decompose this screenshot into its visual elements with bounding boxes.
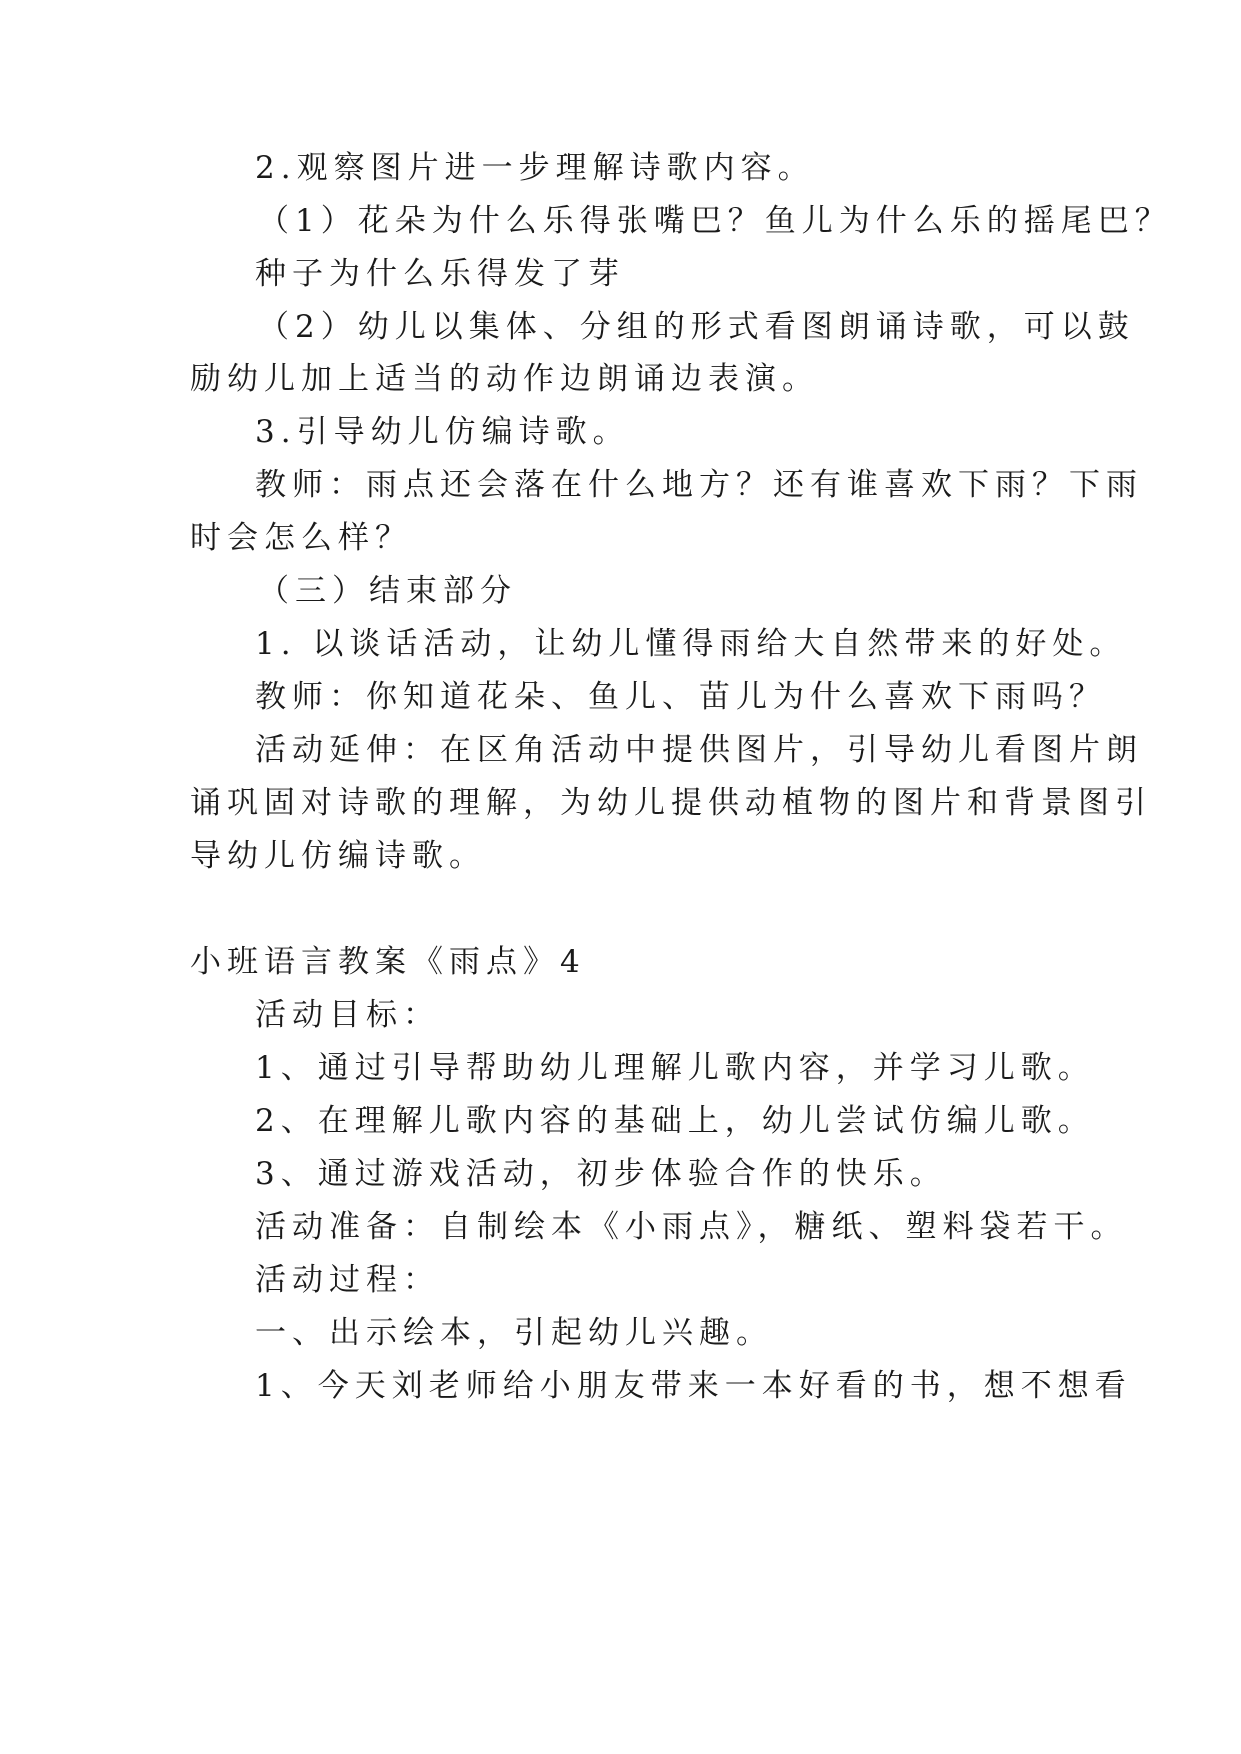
text-line: 1、通过引导帮助幼儿理解儿歌内容，并学习儿歌。	[255, 1050, 1095, 1086]
text-line: 2.观察图片进一步理解诗歌内容。	[255, 150, 815, 186]
text-line: 2、在理解儿歌内容的基础上，幼儿尝试仿编儿歌。	[255, 1103, 1095, 1139]
section-heading: 小班语言教案《雨点》4	[190, 944, 586, 980]
text-line: （三）结束部分	[258, 573, 517, 609]
text-line: 励幼儿加上适当的动作边朗诵边表演。	[190, 361, 819, 397]
text-line: 3、通过游戏活动，初步体验合作的快乐。	[255, 1156, 947, 1192]
text-line: 活动准备：自制绘本《小雨点》，糖纸、塑料袋若干。	[255, 1209, 1128, 1245]
text-line: 活动延伸：在区角活动中提供图片，引导幼儿看图片朗	[255, 732, 1143, 768]
text-line: 种子为什么乐得发了芽	[255, 256, 625, 292]
text-line: （1）花朵为什么乐得张嘴巴？鱼儿为什么乐的摇尾巴？	[258, 203, 1172, 239]
text-line: 3.引导幼儿仿编诗歌。	[255, 414, 630, 450]
text-line: 教师：雨点还会落在什么地方？还有谁喜欢下雨？下雨	[255, 467, 1143, 503]
text-line: 1. 以谈话活动，让幼儿懂得雨给大自然带来的好处。	[255, 626, 1127, 662]
text-line: （2）幼儿以集体、分组的形式看图朗诵诗歌，可以鼓	[258, 309, 1135, 345]
text-line: 活动目标：	[255, 997, 440, 1033]
text-line: 1、今天刘老师给小朋友带来一本好看的书，想不想看	[255, 1368, 1132, 1404]
text-line: 一、出示绘本，引起幼儿兴趣。	[255, 1315, 773, 1351]
text-line: 时会怎么样？	[190, 520, 412, 556]
text-line: 活动过程：	[255, 1262, 440, 1298]
text-line: 导幼儿仿编诗歌。	[190, 838, 486, 874]
text-line: 教师：你知道花朵、鱼儿、苗儿为什么喜欢下雨吗？	[255, 679, 1106, 715]
text-line: 诵巩固对诗歌的理解，为幼儿提供动植物的图片和背景图引	[190, 785, 1152, 821]
